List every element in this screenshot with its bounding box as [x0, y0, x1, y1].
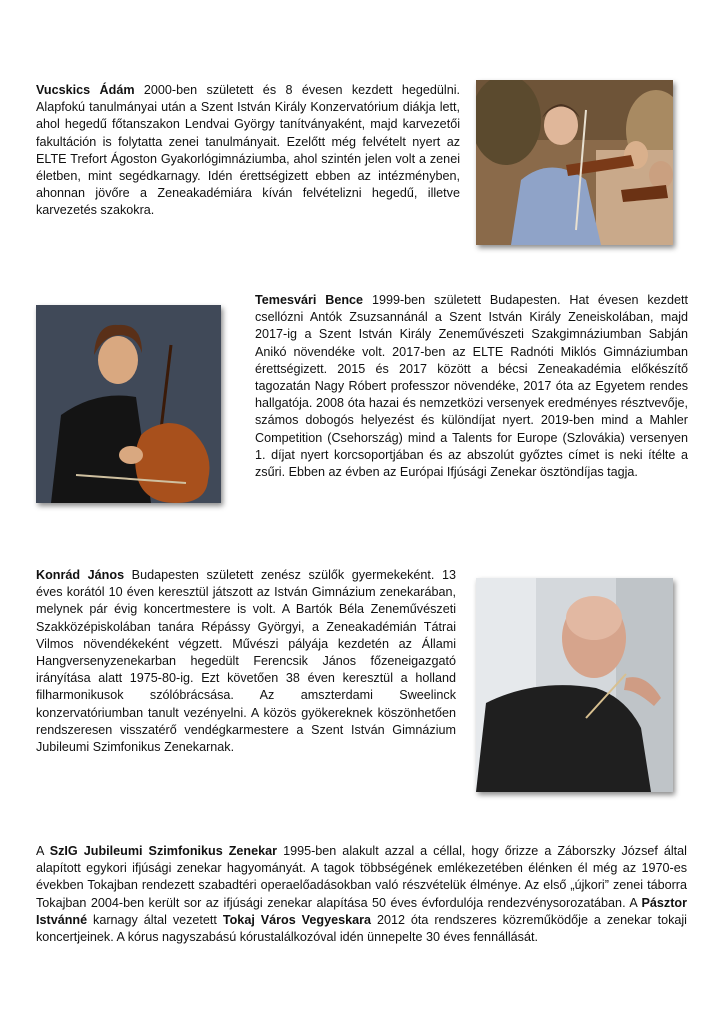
orchestra-name: SzIG Jubileumi Szimfonikus Zenekar: [49, 844, 278, 858]
person-name: Konrád János: [36, 568, 125, 582]
orchestra-text-2: karnagy által vezetett: [87, 912, 223, 927]
bio-text: 1999-ben született Budapesten. Hat évesen kezdett csellózni Antók Zsuzsannánál a Szent István Király Zeneiskolában, majd 2017-ig a Szent István Király Zeneművészeti Szakgimnáziumban Sabján Anikó növendéke volt. 2017-ben az ELTE Radnóti Miklós Gimnáziumban érettségizett. 2015 és 2017 között a bécsi Zeneakadémia előkészítő tagozatán Nagy Róbert professzor növendéke, 2017 óta az Egyetem rendes hallgatója. 2008 óta hazai és nemzetközi versenyek eredményes résztvevője, számos dobogós helyezést és különdíjat nyert. 2019-ben mind a Mahler Competition (Csehország) mind a Talents for Europe (Szlovákia) versenyen 1. díjat nyert korcsoportjában és az abszolút győztes címet is neki ítélte a zsűri. Ebben az évben az Európai Ifjúsági Zenekar ösztöndíjas tagja.: [255, 293, 688, 480]
orchestra-text-3: 2012 óta rendszeres közreműködője a zenekar tokaji koncertjeinek. A kórus nagyszabású kórustalálkozóval idén ünnepelte 30 éves fennállását.: [36, 912, 687, 945]
conductor-name: Pásztor Istvánné: [36, 895, 687, 927]
person-name: Vucskics Ádám: [36, 83, 135, 97]
bio-vucskics: [36, 82, 460, 220]
photo-violinist: [476, 80, 673, 245]
person-name: Temesvári Bence: [255, 293, 364, 307]
bio-text: Budapesten született zenész szülők gyermekeként. 13 éves korától 10 éven keresztül játszott az István Gimnázium zenekarában, melynek pár évig koncertmestere is volt. A Bartók Béla Zeneművészeti Szakközépiskolában tanára Répássy Györgyi, a Zeneakadémián Tátrai Vilmos növendékeként végzett. Művészi pályája kezdetén az Állami Hangversenyzenekarban hegedült Ferencsik János főzeneigazgató irányítása alatt 1975-80-ig. Ezt követően 38 éven keresztül a holland filharmonikusok szólóbrácsása. Az amszterdami Sweelinck konzervatóriumban tanult vezényelni. A közös gyökereknek köszönhetően rendszeresen visszatérő vendégkarmestere a Szent István Gimnázium Jubileumi Szimfonikus Zenekarnak.: [36, 568, 456, 755]
photo-cellist: [36, 305, 221, 503]
text-prefix: A: [36, 844, 50, 858]
orchestra-text-1: 1995-ben alakult azzal a céllal, hogy őrizze a Záborszky József által alapított egykori ifjúsági zenekar hagyományát. A tagok többségének emlékezetében élénken él még az 1970-es években Tokajban rendezett szabadtéri operaelőadásokban való részvételük élménye. Az első „újkori” zenei táborra Tokajban 2004-ben került sor az ifjúsági zenekar alapítása 50 éves évfordulója rendezvénysorozatában. A: [36, 844, 687, 910]
bio-konrad: [36, 567, 456, 756]
choir-name: Tokaj Város Vegyeskara: [222, 912, 372, 927]
orchestra-description: [36, 843, 687, 946]
photo-conductor: [476, 578, 673, 792]
bio-temesvari: [255, 292, 688, 481]
bio-text: 2000-ben született és 8 évesen kezdett hegedülni. Alapfokú tanulmányai után a Szent István Király Konzervatórium diákja lett, ahol hegedű főtanszakon Lendvai György tanítványaként, majd karvezetői fakultáción is folytatta zenei tanulmányait. Ezelőtt még felvételt nyert az ELTE Trefort Ágoston Gyakorlógimnáziumba, ahol szintén jelen volt a zenei életben, mint segédkarnagy. Idén érettségizett ebben az intézményben, ahonnan jövőre a Zeneakadémiára kíván felvételizni hegedű, illetve karvezetés szakokra.: [36, 83, 460, 218]
